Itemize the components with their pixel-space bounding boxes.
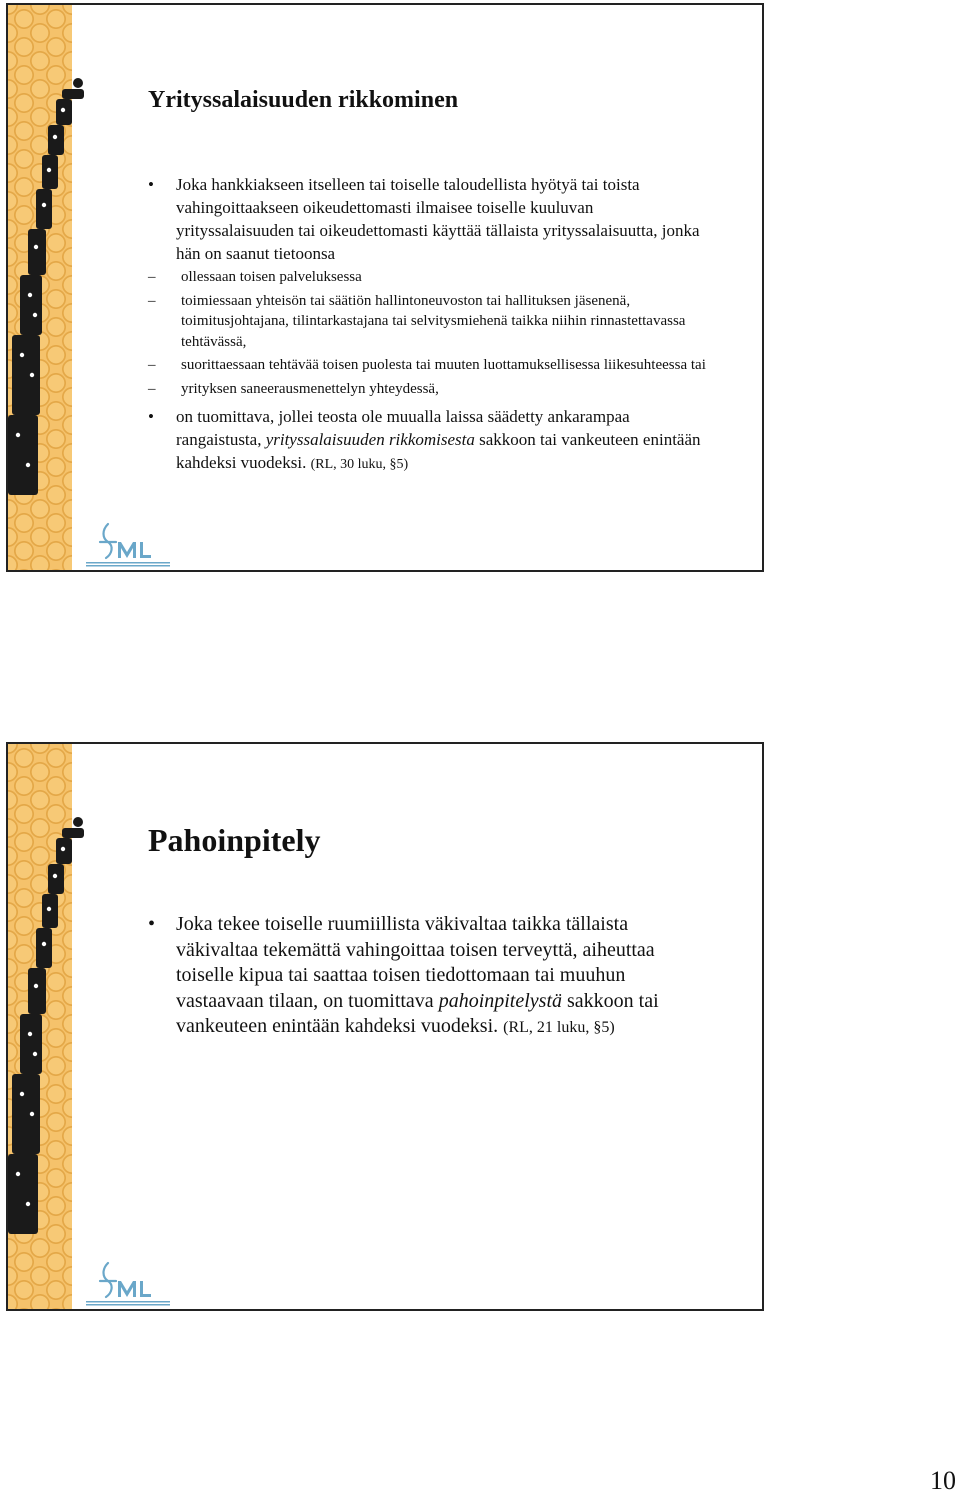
sub-item <box>148 291 735 353</box>
dash-marker: – <box>148 269 156 285</box>
fml-logo-icon <box>78 520 178 568</box>
bullet-text: Joka hankkiakseen itselleen tai toiselle taloudellista hyötyä tai toista vahingoittaakseen oikeudettomasti ilmaisee toiselle kuuluvan yrityssalaisuuden tai oikeudettomasti käyttää tällaista yrityssalaisuutta, jonka hän on saanut tietoonsa <box>176 175 700 263</box>
bullet-text: sakkoon tai vankeuteen enintään kahdeksi vuodeksi. <box>176 989 659 1037</box>
slide-content <box>148 912 702 1041</box>
sub-list <box>148 267 706 399</box>
bullet-text: on tuomittava, jollei teosta ole muualla laissa säädetty ankarampaa rangaistusta, <box>176 407 630 449</box>
bullet-marker: • <box>148 407 154 426</box>
fml-logo-icon <box>78 1259 178 1307</box>
sub-item-text: suorittaessaan tehtävää toisen puolesta tai muuten luottamuksellisessa liikesuhteessa tai <box>181 357 706 373</box>
sub-item <box>148 379 735 400</box>
sub-item-text: yrityksen saneerausmenettelyn yhteydessä, <box>181 380 439 397</box>
law-citation: (RL, 30 luku, §5) <box>310 457 409 472</box>
dash-marker: – <box>148 357 156 373</box>
bullet-item <box>148 912 702 1041</box>
slide-title: Yrityssalaisuuden rikkominen <box>148 87 459 113</box>
bullet-list <box>148 912 702 1041</box>
slide-yrityssalaisuus <box>6 3 764 572</box>
slide-content <box>148 173 706 480</box>
sub-item <box>148 355 735 376</box>
giraffe-figure-icon <box>8 814 88 1234</box>
emphasized-term: yrityssalaisuuden rikkomisesta <box>265 430 475 449</box>
bullet-marker: • <box>148 175 154 194</box>
bullet-marker: • <box>148 913 156 935</box>
sub-item <box>148 267 735 288</box>
slide-pahoinpitely <box>6 742 764 1311</box>
emphasized-term: pahoinpitelystä <box>438 989 563 1012</box>
slide-title: Pahoinpitely <box>148 822 321 858</box>
bullet-text: Joka tekee toiselle ruumiillista väkivaltaa taikka tällaista väkivaltaa tekemättä vahingoittaa toisen terveyttä, aiheuttaa toiselle kipua tai saattaa toisen tiedottomaan tai muuhun vastaavaan tilaan, on tuomittava <box>176 913 655 1012</box>
bullet-item <box>148 173 706 399</box>
sub-item-text: ollessaan toisen palveluksessa <box>181 269 362 285</box>
sub-item-text: toimiessaan yhteisön tai säätiön hallintoneuvoston tai hallituksen jäsenenä, toimitusjohtajana, tilintarkastajana tai selvitysmiehenä taikka niihin rinnastettavassa tehtävässä, <box>181 292 686 350</box>
dash-marker: – <box>148 292 156 309</box>
giraffe-figure-icon <box>8 75 88 495</box>
bullet-list <box>148 173 706 476</box>
page-number: 10 <box>930 1466 956 1495</box>
bullet-item <box>148 405 702 476</box>
law-citation: (RL, 21 luku, §5) <box>503 1019 615 1036</box>
dash-marker: – <box>148 380 156 397</box>
bullet-text: sakkoon tai vankeuteen enintään kahdeksi vuodeksi. <box>176 430 701 472</box>
